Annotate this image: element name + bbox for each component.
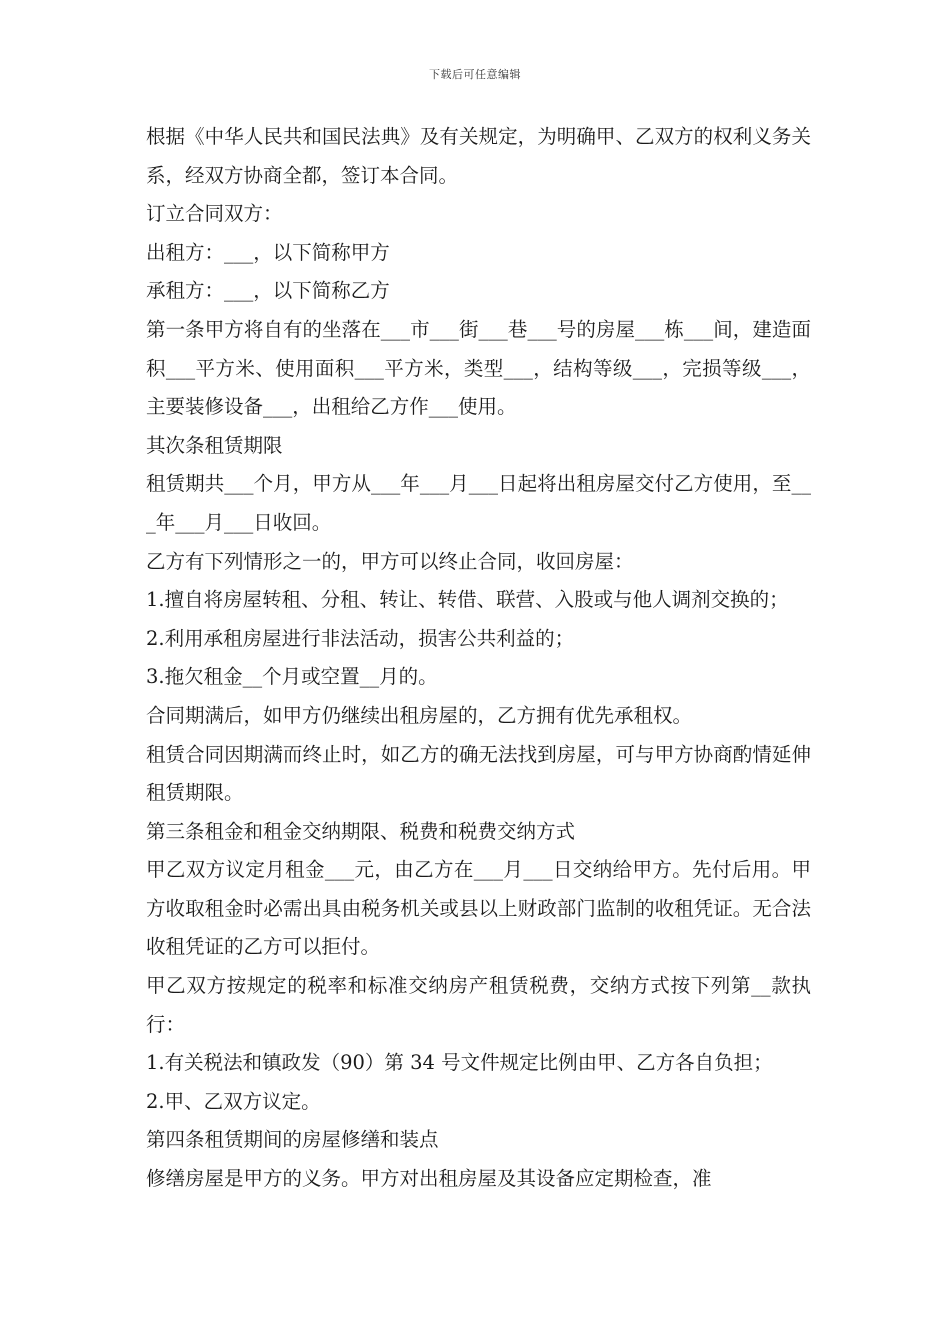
- paragraph-article-3-heading: 第三条租金和租金交纳期限、税费和税费交纳方式: [146, 819, 576, 843]
- document-body: [146, 118, 811, 1199]
- paragraph-article-4-heading: 第四条租赁期间的房屋修缮和装点: [146, 1128, 439, 1152]
- paragraph-preamble: 根据《中华人民共和国民法典》及有关规定，为明确甲、乙双方的权利义务关系，经双方协商全都，签订本合同。: [146, 125, 811, 187]
- paragraph-condition-1: 1.擅自将房屋转租、分租、转让、转借、联营、入股或与他人调剂交换的；: [146, 588, 789, 612]
- page-header: 下载后可任意编辑: [429, 68, 521, 81]
- paragraph-lessee: 承租方：___，以下简称乙方: [146, 279, 390, 303]
- paragraph-tax-option-1: 1.有关税法和镇政发（90）第 34 号文件规定比例由甲、乙方各自负担；: [146, 1051, 773, 1075]
- paragraph-repair-duty: 修缮房屋是甲方的义务。甲方对出租房屋及其设备应定期检查，准: [146, 1167, 712, 1191]
- paragraph-parties-heading: 订立合同双方：: [146, 202, 283, 226]
- paragraph-tax-payment: 甲乙双方按规定的税率和标准交纳房产租赁税费，交纳方式按下列第__款执行：: [146, 974, 811, 1036]
- paragraph-tax-option-2: 2.甲、乙双方议定。: [146, 1089, 321, 1113]
- paragraph-lessor: 出租方：___，以下简称甲方: [146, 240, 390, 264]
- paragraph-termination-conditions: 乙方有下列情形之一的，甲方可以终止合同，收回房屋：: [146, 549, 634, 573]
- paragraph-extension: 租赁合同因期满而终止时，如乙方的确无法找到房屋，可与甲方协商酌情延伸租赁期限。: [146, 742, 811, 805]
- paragraph-priority-lease: 合同期满后，如甲方仍继续出租房屋的，乙方拥有优先承租权。: [146, 703, 693, 727]
- paragraph-article-2-heading: 其次条租赁期限: [146, 433, 283, 457]
- paragraph-lease-term: 租赁期共___个月，甲方从___年___月___日起将出租房屋交付乙方使用，至___年___月___日收回。: [146, 472, 811, 534]
- paragraph-condition-2: 2.利用承租房屋进行非法活动，损害公共利益的；: [146, 626, 575, 650]
- paragraph-article-1: 第一条甲方将自有的坐落在___市___街___巷___号的房屋___栋___间，建造面积___平方米、使用面积___平方米，类型___，结构等级___，完损等级___，主要装修设备___，出租给乙方作___使用。: [146, 317, 811, 419]
- paragraph-rent-payment: 甲乙双方议定月租金___元，由乙方在___月___日交纳给甲方。先付后用。甲方收取租金时必需出具由税务机关或县以上财政部门监制的收租凭证。无合法收租凭证的乙方可以拒付。: [146, 858, 811, 959]
- paragraph-condition-3: 3.拖欠租金__个月或空置__月的。: [146, 665, 438, 689]
